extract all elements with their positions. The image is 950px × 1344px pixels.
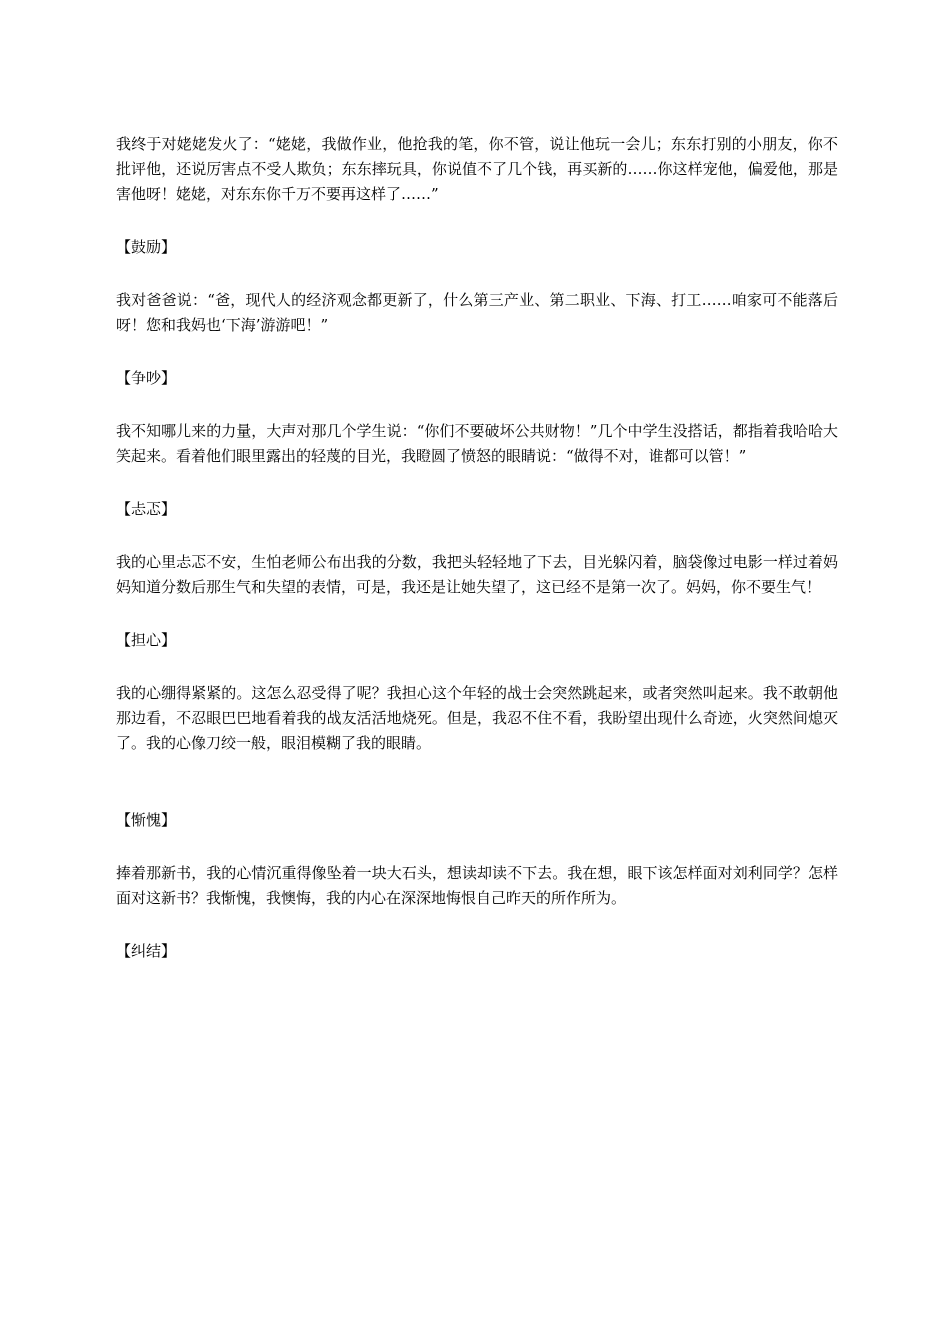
paragraph-ashamed: 捧着那新书，我的心情沉重得像坠着一块大石头，想读却读不下去。我在想，眼下该怎样面对刘利同学？怎样面对这新书？我惭愧，我懊悔，我的内心在深深地悔恨自己昨天的所作所为。 [116, 864, 838, 907]
heading-encouragement: 【鼓励】 [116, 238, 177, 256]
heading-anxious: 【忐忑】 [116, 500, 177, 518]
paragraph-anger: 我终于对姥姥发火了：“姥姥，我做作业，他抢我的笔，你不管，说让他玩一会儿；东东打别的小朋友，你不批评他，还说厉害点不受人欺负；东东摔玩具，你说值不了几个钱，再买新的……你这样宠他，偏爱他，那是害他呀！姥姥，对东东你千万不要再这样了……” [116, 135, 838, 203]
heading-quarrel: 【争吵】 [116, 369, 177, 387]
paragraph-quarrel: 我不知哪儿来的力量，大声对那几个学生说：“你们不要破坏公共财物！”几个中学生没搭话，都指着我哈哈大笑起来。看着他们眼里露出的轻蔑的目光，我瞪圆了愤怒的眼睛说：“做得不对，谁都可以管！” [116, 422, 838, 465]
paragraph-anxious: 我的心里忐忑不安，生怕老师公布出我的分数，我把头轻轻地了下去，目光躲闪着，脑袋像过电影一样过着妈妈知道分数后那生气和失望的表情，可是，我还是让她失望了，这已经不是第一次了。妈妈，你不要生气！ [116, 553, 838, 596]
paragraph-encouragement: 我对爸爸说：“爸，现代人的经济观念都更新了，什么第三产业、第二职业、下海、打工……咱家可不能落后呀！您和我妈也‘下海’游游吧！” [116, 291, 838, 334]
document-page [116, 132, 838, 964]
heading-ashamed: 【惭愧】 [116, 811, 177, 829]
paragraph-worry: 我的心绷得紧紧的。这怎么忍受得了呢？我担心这个年轻的战士会突然跳起来，或者突然叫起来。我不敢朝他那边看，不忍眼巴巴地看着我的战友活活地烧死。但是，我忍不住不看，我盼望出现什么奇迹，火突然间熄灭了。我的心像刀绞一般，眼泪模糊了我的眼睛。 [116, 684, 838, 752]
heading-worry: 【担心】 [116, 631, 177, 649]
heading-conflicted: 【纠结】 [116, 942, 177, 960]
